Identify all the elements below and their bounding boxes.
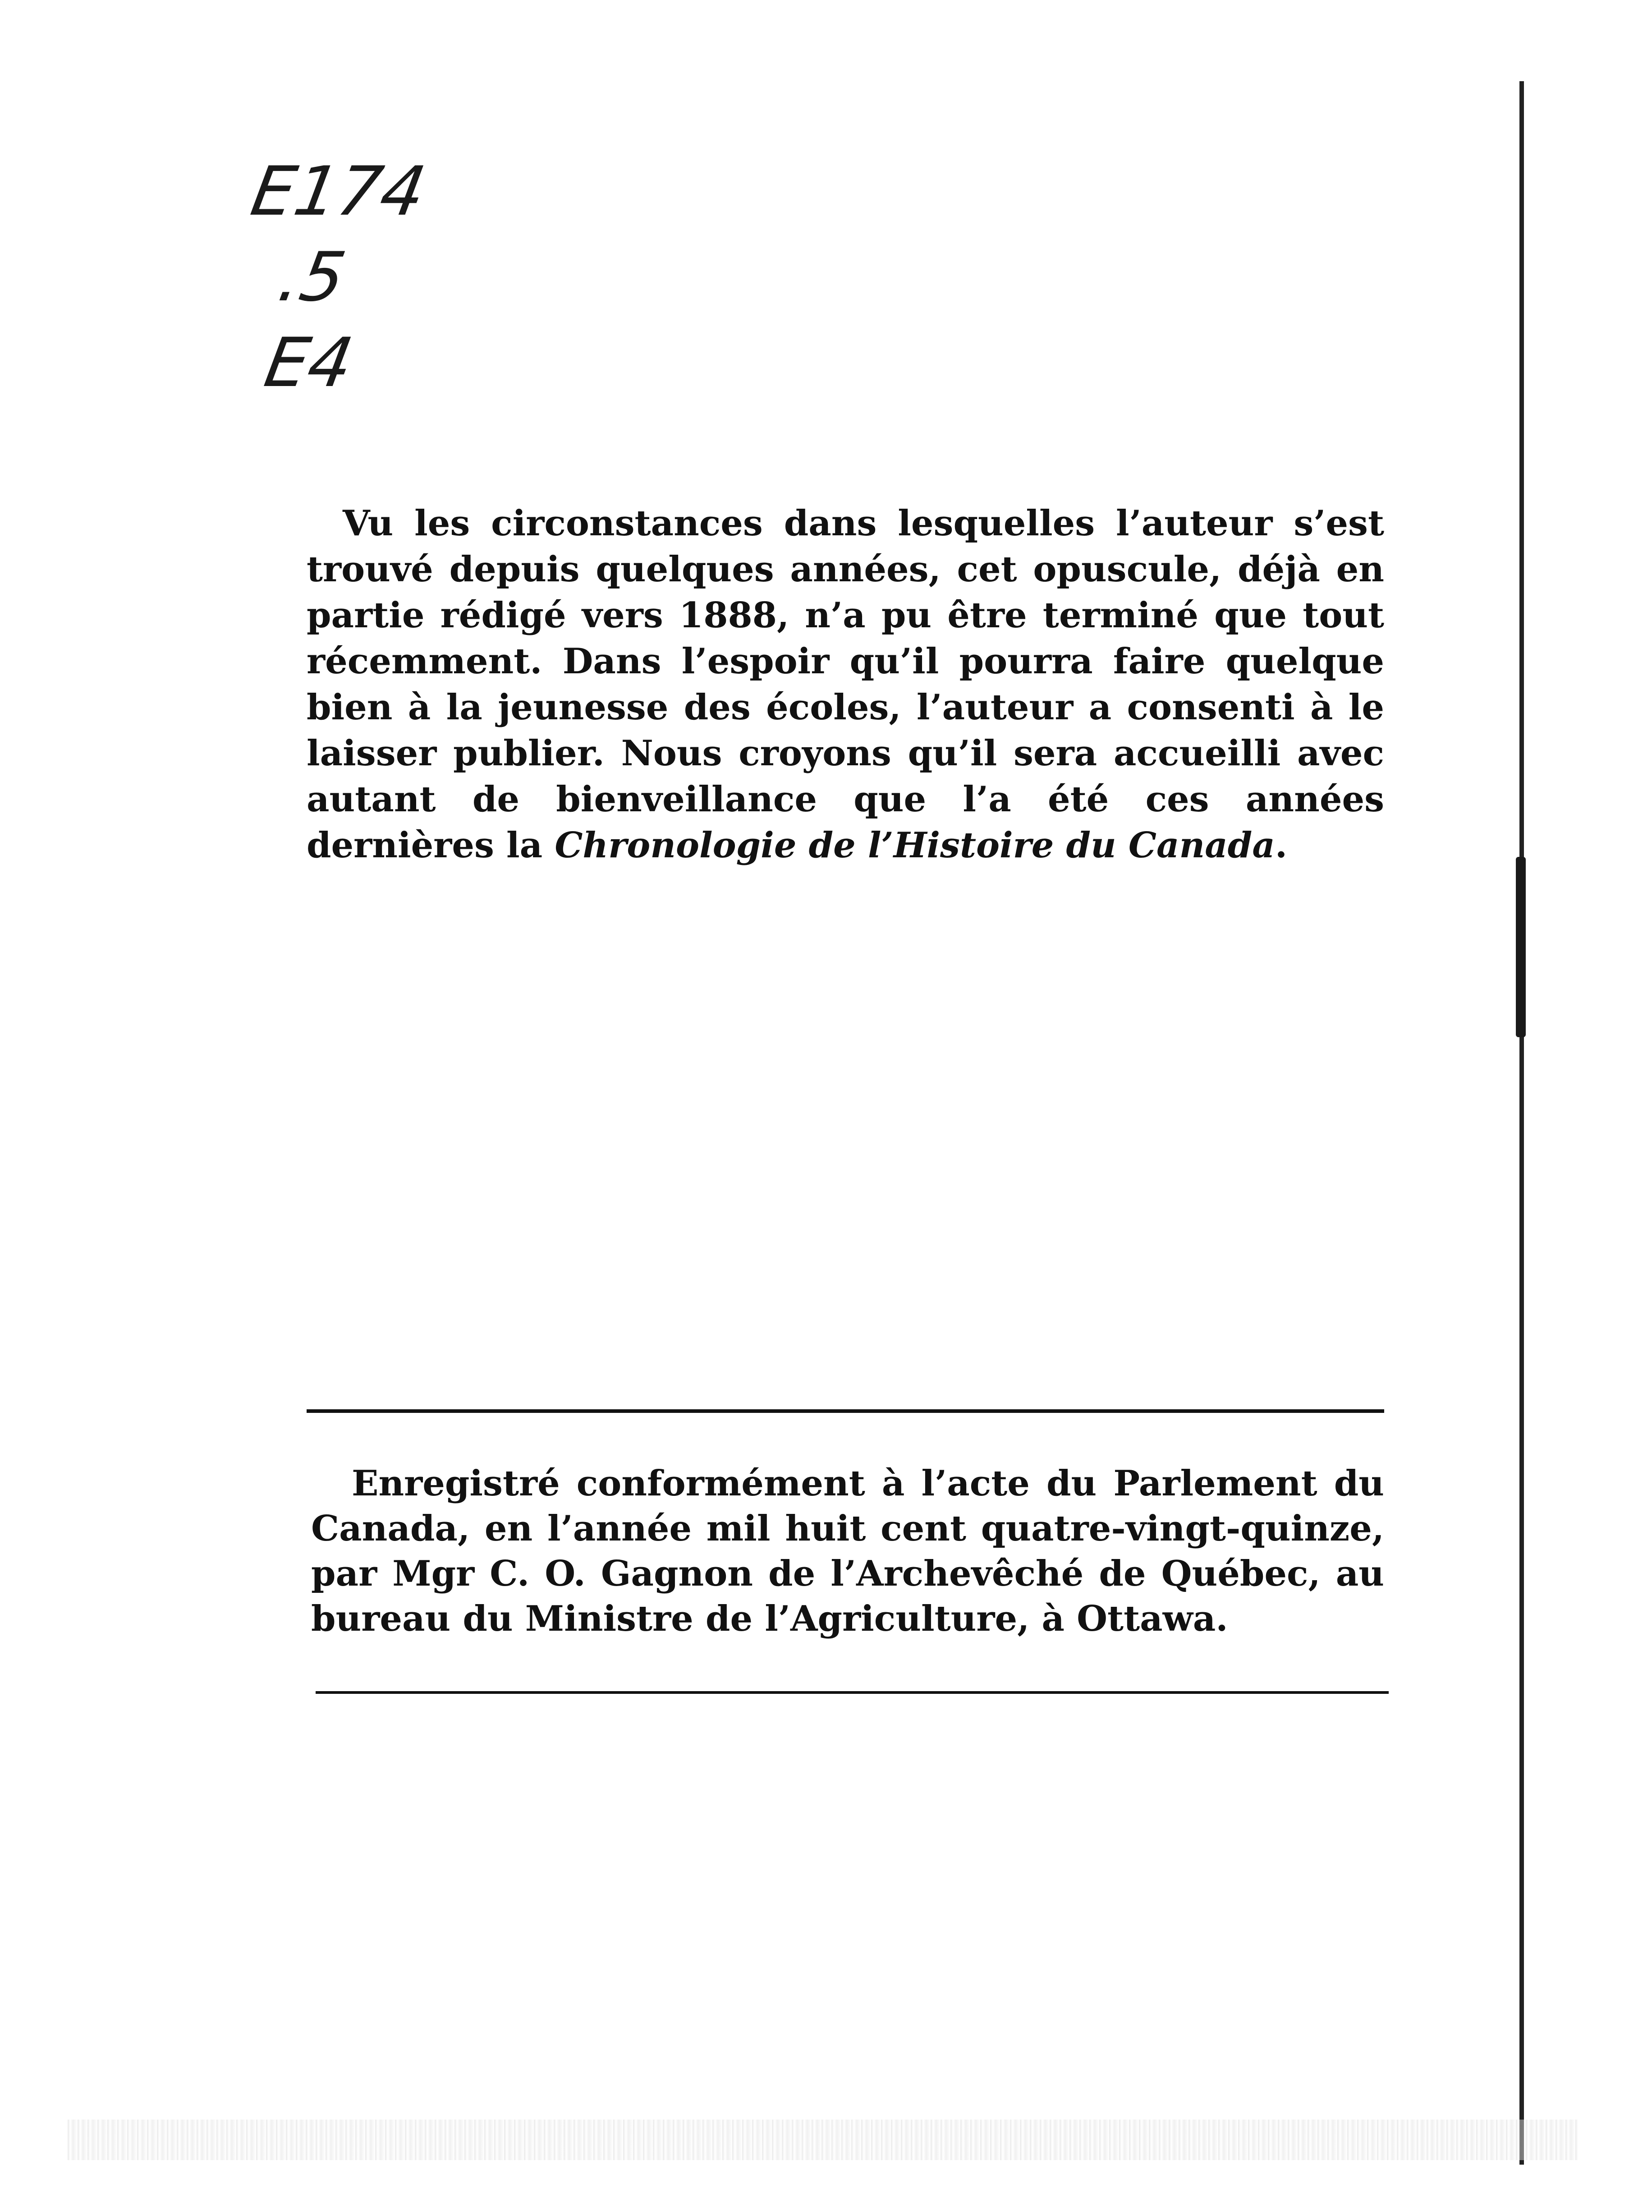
scan-bottom-noise [68,2120,1578,2160]
preface-text: Vu les circonstances dans lesquelles l’auteur s’est trouvé depuis quelques années, cet opuscule, déjà en partie rédigé vers 1888, n’a pu être terminé que tout récemment. Dans l’espoir qu’il pourra faire quelque bien à la jeunesse des écoles, l’auteur a consenti à le laisser publier. Nous croyons qu’il sera accueilli avec autant de bienveillance que l’a été ces années dernières la [307,503,1384,866]
handwritten-call-number [245,149,442,406]
scan-binding-shadow [1516,857,1526,1037]
call-number-line-2: .5 [272,238,351,317]
preface-paragraph [307,501,1384,869]
preface-period: . [1275,825,1288,866]
bottom-divider-rule [316,1691,1389,1694]
call-number-line-3: E4 [259,324,359,402]
top-divider-rule [307,1409,1384,1413]
copyright-notice [311,1461,1384,1642]
preface-book-title: Chronologie de l’Histoire du Canada [555,825,1275,866]
scan-binding-edge [1519,81,1524,2165]
copyright-text: Enregistré conformément à l’acte du Parlement du Canada, en l’année mil huit cent quatre-vingt-quinze, par Mgr C. O. Gagnon de l’Archevêché de Québec, au bureau du Ministre de l’Agriculture, à Ottawa. [311,1463,1384,1639]
call-number-line-1: E174 [245,152,431,231]
